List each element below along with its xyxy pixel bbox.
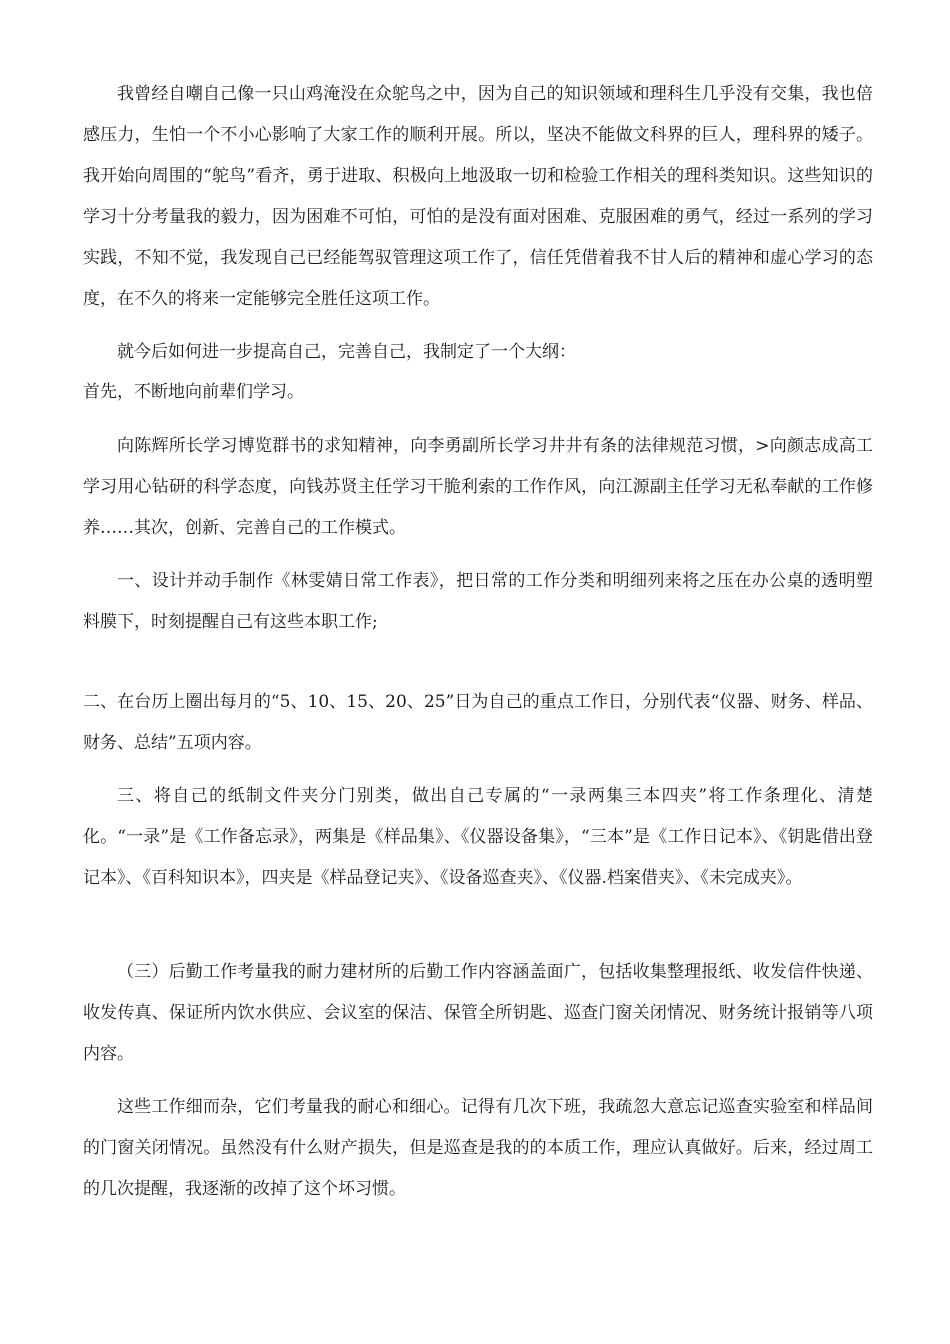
paragraph-logistics: （三）后勤工作考量我的耐力建材所的后勤工作内容涵盖面广，包括收集整理报纸、收发信件快递、收发传真、保证所内饮水供应、会议室的保洁、保管全所钥匙、巡查门窗关闭情况、财务统计报销等八项内容。 — [83, 962, 873, 1064]
paragraph-outline-intro: 就今后如何进一步提高自己，完善自己，我制定了一个大纲： — [117, 342, 576, 362]
paragraph-item-three: 三、将自己的纸制文件夹分门别类，做出自己专属的“一录两集三本四夹”将工作条理化、清楚化。“一录”是《工作备忘录》，两集是《样品集》、《仪器设备集》，“三本”是《工作日记本》、《钥匙借出登记本》、《百科知识本》，四夹是《样品登记夹》、《设备巡查夹》、《仪器.档案借夹》、《未完成夹》。 — [83, 786, 873, 888]
paragraph-study-science: 我曾经自嘲自己像一只山鸡淹没在众鸵鸟之中，因为自己的知识领域和理科生几乎没有交集，我也倍感压力，生怕一个不小心影响了大家工作的顺利开展。所以，坚决不能做文科界的巨人，理科界的矮子。我开始向周围的“鸵鸟”看齐，勇于进取、积极向上地汲取一切和检验工作相关的理科类知识。这些知识的学习十分考量我的毅力，因为困难不可怕，可怕的是没有面对困难、克服困难的勇气，经过一系列的学习实践，不知不觉，我发现自己已经能驾驭管理这项工作了，信任凭借着我不甘人后的精神和虚心学习的态度，在不久的将来一定能够完全胜任这项工作。 — [83, 84, 873, 309]
paragraph-details: 这些工作细而杂，它们考量我的耐心和细心。记得有几次下班，我疏忽大意忘记巡查实验室和样品间的门窗关闭情况。虽然没有什么财产损失，但是巡查是我的的本质工作，理应认真做好。后来，经过周工的几次提醒，我逐渐的改掉了这个坏习惯。 — [83, 1097, 873, 1199]
paragraph-item-one: 一、设计并动手制作《林雯婧日常工作表》，把日常的工作分类和明细列来将之压在办公桌的透明塑料膜下，时刻提醒自己有这些本职工作; — [83, 571, 873, 632]
paragraph-item-two: 二、在台历上圈出每月的“5、10、15、20、25”日为自己的重点工作日，分别代表“仪器、财务、样品、财务、总结”五项内容。 — [83, 692, 873, 753]
paragraph-first-learn: 首先，不断地向前辈们学习。 — [83, 382, 304, 402]
paragraph-learn-from-seniors: 向陈辉所长学习博览群书的求知精神，向李勇副所长学习井井有条的法律规范习惯，>向颜志成高工学习用心钻研的科学态度，向钱苏贤主任学习干脆利索的工作作风，向江源副主任学习无私奉献的工作修养……其次，创新、完善自己的工作模式。 — [83, 436, 873, 538]
